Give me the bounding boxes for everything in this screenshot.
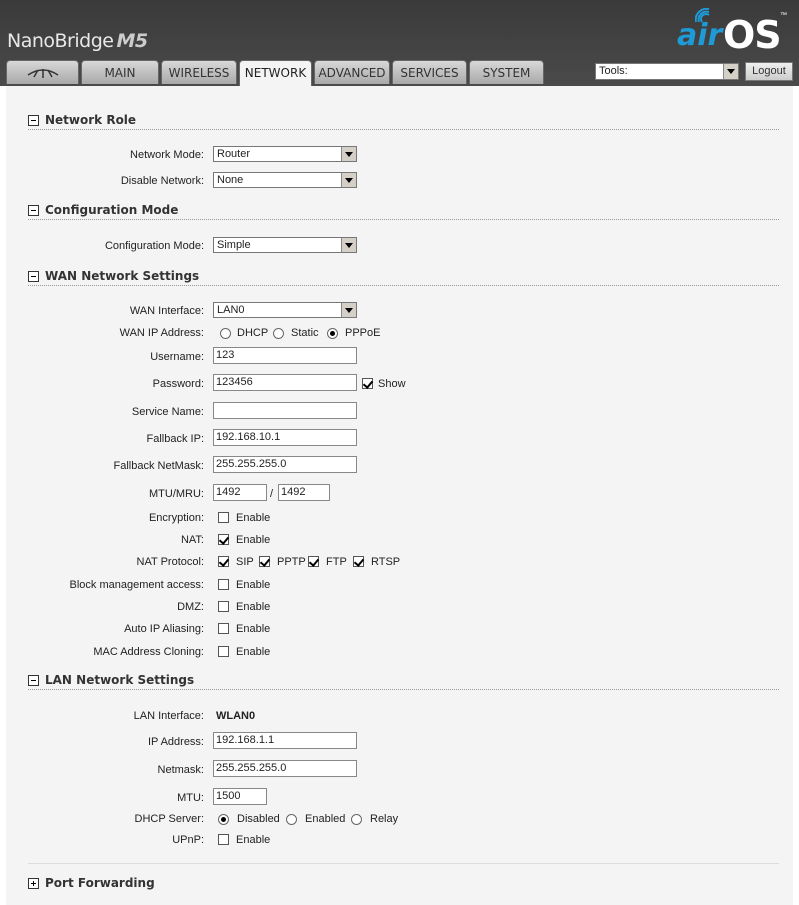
nat-pptp-label: PPTP <box>277 556 306 568</box>
dhcp-relay-radio[interactable] <box>351 814 362 825</box>
wan-ip-pppoe-label: PPPoE <box>345 327 381 339</box>
encryption-label: Encryption: <box>148 512 204 524</box>
section-title: Port Forwarding <box>45 876 155 890</box>
lan-mtu-input[interactable]: 1500 <box>213 788 267 805</box>
configuration-mode-label: Configuration Mode: <box>104 240 204 252</box>
tab-wireless[interactable]: WIRELESS <box>161 60 237 84</box>
chevron-down-icon <box>723 64 738 79</box>
nat-enable-label: Enable <box>236 534 271 546</box>
disable-network-value: None <box>217 174 244 186</box>
encryption-enable-label: Enable <box>236 512 271 524</box>
auto-ip-aliasing-label: Auto IP Aliasing: <box>124 623 204 635</box>
dhcp-enabled-radio[interactable] <box>286 814 297 825</box>
tab-ubnt-logo[interactable] <box>6 60 79 84</box>
tools-select[interactable] <box>595 63 739 80</box>
wan-ip-dhcp-label: DHCP <box>237 327 269 339</box>
nat-protocol-label: NAT Protocol: <box>136 556 204 568</box>
section-wan-network <box>28 271 779 286</box>
lan-netmask-label: Netmask: <box>157 764 204 776</box>
collapse-icon[interactable] <box>28 115 39 126</box>
auto-ip-aliasing-enable-label: Enable <box>236 623 271 635</box>
nat-ftp-label: FTP <box>326 556 347 568</box>
tab-advanced[interactable]: ADVANCED <box>314 60 390 84</box>
wan-ip-pppoe-radio[interactable] <box>327 328 338 339</box>
collapse-icon[interactable] <box>28 675 39 686</box>
section-title: WAN Network Settings <box>45 269 200 283</box>
tab-network[interactable]: NETWORK <box>239 60 312 86</box>
divider <box>28 863 779 864</box>
dmz-checkbox[interactable] <box>218 601 229 612</box>
section-title: Configuration Mode <box>45 203 179 217</box>
show-password-checkbox[interactable] <box>362 378 373 389</box>
mac-cloning-enable-label: Enable <box>236 646 271 658</box>
nat-label: NAT: <box>180 534 204 546</box>
username-input[interactable]: 123 <box>213 347 357 364</box>
wan-interface-select[interactable] <box>213 302 357 318</box>
nat-rtsp-label: RTSP <box>371 556 401 568</box>
lan-ip-label: IP Address: <box>147 736 204 748</box>
mru-input[interactable]: 1492 <box>278 484 330 501</box>
disable-network-label: Disable Network: <box>120 175 204 187</box>
section-network-role <box>28 115 779 130</box>
mac-cloning-label: MAC Address Cloning: <box>93 646 204 658</box>
chevron-down-icon <box>341 303 356 317</box>
dhcp-relay-label: Relay <box>370 813 399 825</box>
encryption-checkbox[interactable] <box>218 512 229 523</box>
section-title: LAN Network Settings <box>45 673 195 687</box>
chevron-down-icon <box>341 147 356 161</box>
nat-ftp-checkbox[interactable] <box>308 556 319 567</box>
wan-ip-label: WAN IP Address: <box>119 327 204 339</box>
upnp-label: UPnP: <box>172 834 204 846</box>
chevron-down-icon <box>341 238 356 252</box>
fallback-netmask-label: Fallback NetMask: <box>113 460 204 472</box>
brand-model: M5 <box>116 30 148 52</box>
lan-ip-input[interactable]: 192.168.1.1 <box>213 732 357 749</box>
show-password-label: Show <box>378 378 406 390</box>
configuration-mode-value: Simple <box>217 239 251 251</box>
lan-netmask-input[interactable]: 255.255.255.0 <box>213 760 357 777</box>
logo-os: OS <box>723 13 781 57</box>
nat-rtsp-checkbox[interactable] <box>353 556 364 567</box>
mac-cloning-checkbox[interactable] <box>218 646 229 657</box>
dmz-label: DMZ: <box>177 601 204 613</box>
section-title: Network Role <box>45 113 137 127</box>
username-label: Username: <box>150 351 204 363</box>
service-name-input[interactable] <box>213 402 357 419</box>
nat-sip-label: SIP <box>236 556 254 568</box>
dmz-enable-label: Enable <box>236 601 271 613</box>
tab-main[interactable]: MAIN <box>81 60 159 84</box>
upnp-checkbox[interactable] <box>218 834 229 845</box>
section-configuration-mode <box>28 205 779 220</box>
password-input[interactable]: 123456 <box>213 374 357 391</box>
ubnt-logo-icon <box>26 67 60 79</box>
nat-checkbox[interactable] <box>218 534 229 545</box>
wan-ip-static-label: Static <box>291 327 319 339</box>
network-settings-panel <box>6 86 793 905</box>
mtu-mru-separator: / <box>270 488 274 500</box>
logo-tm: ™ <box>780 12 787 19</box>
dhcp-enabled-label: Enabled <box>305 813 346 825</box>
block-mgmt-enable-label: Enable <box>236 579 271 591</box>
dhcp-server-label: DHCP Server: <box>134 813 204 825</box>
fallback-ip-input[interactable]: 192.168.10.1 <box>213 429 357 446</box>
dhcp-disabled-radio[interactable] <box>218 814 229 825</box>
wan-ip-static-radio[interactable] <box>273 328 284 339</box>
block-mgmt-checkbox[interactable] <box>218 579 229 590</box>
auto-ip-aliasing-checkbox[interactable] <box>218 623 229 634</box>
tab-system[interactable]: SYSTEM <box>469 60 544 84</box>
configuration-mode-select[interactable] <box>213 237 357 253</box>
product-brand <box>7 30 148 52</box>
collapse-icon[interactable] <box>28 271 39 282</box>
chevron-down-icon <box>341 173 356 187</box>
collapse-icon[interactable] <box>28 205 39 216</box>
mtu-mru-label: MTU/MRU: <box>149 488 204 500</box>
password-label: Password: <box>152 378 204 390</box>
fallback-netmask-input[interactable]: 255.255.255.0 <box>213 456 357 473</box>
section-lan-network <box>28 675 779 690</box>
nat-pptp-checkbox[interactable] <box>259 556 270 567</box>
airos-logo <box>677 8 787 56</box>
disable-network-select[interactable] <box>213 172 357 188</box>
lan-interface-label: LAN Interface: <box>133 710 204 722</box>
wan-ip-dhcp-radio[interactable] <box>220 328 231 339</box>
wan-interface-value: LAN0 <box>217 304 245 316</box>
lan-interface-value: WLAN0 <box>216 710 256 722</box>
dhcp-disabled-label: Disabled <box>237 813 280 825</box>
network-mode-value: Router <box>217 148 251 160</box>
service-name-label: Service Name: <box>131 406 204 418</box>
upnp-enable-label: Enable <box>236 834 271 846</box>
tools-value: Tools: <box>599 65 628 77</box>
section-port-forwarding <box>28 878 779 892</box>
wan-interface-label: WAN Interface: <box>129 305 204 317</box>
tab-services[interactable]: SERVICES <box>392 60 467 84</box>
network-mode-select[interactable] <box>213 146 357 162</box>
logout-button[interactable]: Logout <box>745 62 793 81</box>
brand-name: NanoBridge <box>7 30 114 52</box>
expand-icon[interactable] <box>28 878 39 889</box>
logo-air: air <box>677 18 723 53</box>
nat-sip-checkbox[interactable] <box>218 556 229 567</box>
block-mgmt-label: Block management access: <box>69 579 204 591</box>
header-bar <box>0 0 799 86</box>
mtu-input[interactable]: 1492 <box>213 484 267 501</box>
network-mode-label: Network Mode: <box>130 149 204 161</box>
lan-mtu-label: MTU: <box>177 792 204 804</box>
fallback-ip-label: Fallback IP: <box>146 433 204 445</box>
